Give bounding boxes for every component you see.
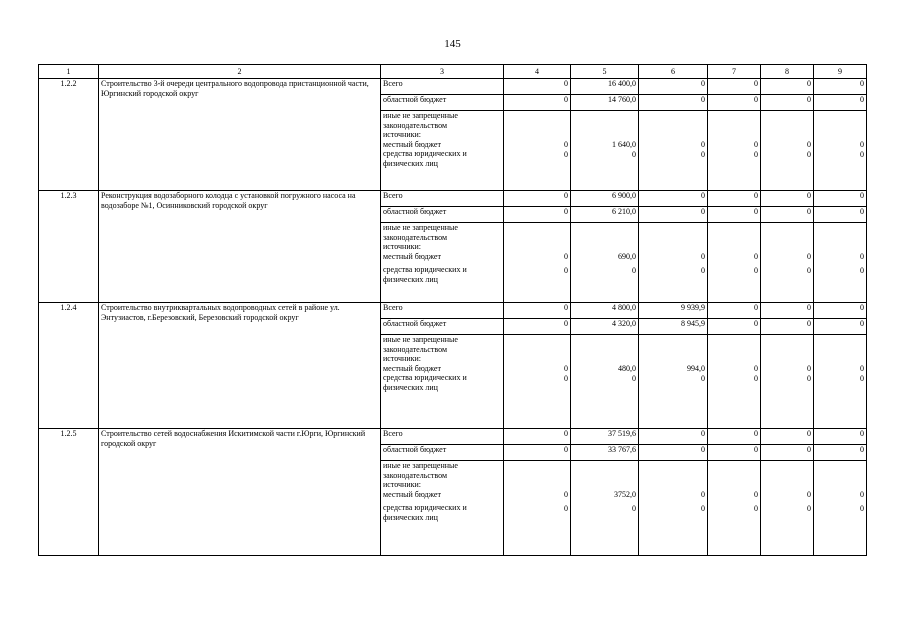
value-cell: [504, 223, 571, 303]
item-name: Реконструкция водозаборного колодца с установкой погружного насоса на водозаборе №1, Осинниковский городской округ: [99, 191, 381, 303]
legal-entities-value: 0: [701, 265, 705, 275]
value-cell: [639, 335, 708, 429]
legal-entities-value: 0: [860, 503, 864, 513]
legal-entities-value: 0: [860, 373, 864, 383]
value-cell: 37 519,6: [571, 429, 639, 445]
column-header: 1: [39, 65, 99, 79]
value-cell: 0: [761, 207, 814, 223]
local-budget-value: 0: [564, 364, 568, 373]
value-cell: 0: [761, 319, 814, 335]
value-cell: [504, 111, 571, 191]
value-cell: [761, 461, 814, 556]
item-name: Строительство внутриквартальных водопроводных сетей в районе ул. Энтузиастов, г.Березовский, Березовский городской округ: [99, 303, 381, 429]
value-cell: 0: [504, 429, 571, 445]
value-cell: 0: [761, 445, 814, 461]
item-name: Строительство сетей водоснабжения Искитимской части г.Юрги, Юргинский городской округ: [99, 429, 381, 556]
value-cell: 0: [504, 95, 571, 111]
text-line: источники:: [383, 354, 421, 364]
local-budget-value: 0: [754, 490, 758, 499]
local-budget-label: местный бюджет: [383, 363, 441, 373]
local-budget-value: 0: [807, 364, 811, 373]
item-name: Строительство 3-й очереди центрального водопровода пристанционной части, Юргинский городской округ: [99, 79, 381, 191]
value-cell: 0: [761, 191, 814, 207]
legal-entities-value: 0: [860, 149, 864, 159]
value-cell: [814, 461, 867, 556]
local-budget-value: 0: [860, 140, 864, 149]
value-cell: 16 400,0: [571, 79, 639, 95]
value-cell: [708, 111, 761, 191]
legal-entities-value: 0: [632, 265, 636, 275]
text-line: источники:: [383, 242, 421, 252]
value-cell: 0: [639, 95, 708, 111]
local-budget-value: 0: [754, 364, 758, 373]
value-cell: 0: [639, 191, 708, 207]
legal-entities-value: 0: [632, 373, 636, 383]
item-code: 1.2.3: [39, 191, 99, 303]
value-cell: [571, 461, 639, 556]
value-cell: 6 900,0: [571, 191, 639, 207]
value-cell: 0: [708, 303, 761, 319]
legal-entities-value: 0: [807, 373, 811, 383]
legal-entities-value: 0: [564, 373, 568, 383]
text-line: иные не запрещенные: [383, 335, 458, 344]
legal-entities-label: [383, 149, 501, 168]
value-cell: 0: [708, 191, 761, 207]
total-row: [39, 429, 867, 445]
value-cell: [504, 461, 571, 556]
local-budget-value: 480,0: [618, 364, 636, 373]
column-header: 2: [99, 65, 381, 79]
value-cell: 4 320,0: [571, 319, 639, 335]
value-cell: 0: [814, 319, 867, 335]
value-cell: [761, 111, 814, 191]
text-line: источники:: [383, 480, 421, 490]
value-cell: 0: [639, 207, 708, 223]
text-line: источники:: [383, 130, 421, 140]
local-budget-value: 0: [807, 140, 811, 149]
value-cell: 0: [814, 429, 867, 445]
text-line: иные не запрещенные: [383, 223, 458, 232]
local-budget-value: 0: [807, 252, 811, 261]
text-line: законодательством: [383, 470, 448, 480]
value-cell: 9 939,9: [639, 303, 708, 319]
value-cell: [814, 335, 867, 429]
text-line: средства юридических и: [383, 373, 467, 383]
text-line: законодательством: [383, 344, 448, 354]
item-code: 1.2.2: [39, 79, 99, 191]
text-line: иные не запрещенные: [383, 111, 458, 120]
item-code: 1.2.4: [39, 303, 99, 429]
text-line: физических лиц: [383, 274, 438, 284]
total-row: [39, 191, 867, 207]
legal-entities-label: [383, 373, 501, 392]
legal-entities-value: 0: [564, 265, 568, 275]
value-cell: [571, 223, 639, 303]
legal-entities-value: 0: [807, 503, 811, 513]
local-budget-value: 994,0: [687, 364, 705, 373]
source-label: Всего: [381, 429, 504, 445]
legal-entities-value: 0: [632, 149, 636, 159]
legal-entities-value: 0: [701, 149, 705, 159]
value-cell: 0: [639, 429, 708, 445]
value-cell: 0: [504, 445, 571, 461]
legal-entities-label: [383, 265, 501, 284]
text-line: средства юридических и: [383, 265, 467, 275]
legal-entities-value: 0: [564, 149, 568, 159]
text-line: физических лиц: [383, 158, 438, 168]
local-budget-value: 0: [701, 252, 705, 261]
value-cell: 0: [708, 445, 761, 461]
value-cell: 33 767,6: [571, 445, 639, 461]
column-header: 3: [381, 65, 504, 79]
value-cell: 0: [814, 191, 867, 207]
legal-entities-value: 0: [860, 265, 864, 275]
local-budget-value: 0: [564, 252, 568, 261]
local-budget-value: 0: [754, 140, 758, 149]
column-number-row: [39, 65, 867, 79]
local-budget-label: местный бюджет: [383, 489, 441, 499]
legal-entities-value: 0: [632, 503, 636, 513]
column-header: 6: [639, 65, 708, 79]
source-label: областной бюджет: [381, 95, 504, 111]
source-label: [381, 335, 504, 429]
value-cell: 0: [761, 95, 814, 111]
legal-entities-value: 0: [701, 373, 705, 383]
value-cell: [761, 223, 814, 303]
local-budget-value: 0: [564, 140, 568, 149]
value-cell: 0: [814, 303, 867, 319]
text-line: законодательством: [383, 232, 448, 242]
source-label: Всего: [381, 303, 504, 319]
text-line: средства юридических и: [383, 503, 467, 513]
value-cell: 0: [761, 79, 814, 95]
local-budget-value: 0: [860, 364, 864, 373]
value-cell: 0: [504, 79, 571, 95]
value-cell: 6 210,0: [571, 207, 639, 223]
value-cell: 4 800,0: [571, 303, 639, 319]
column-header: 7: [708, 65, 761, 79]
item-code: 1.2.5: [39, 429, 99, 556]
value-cell: [639, 461, 708, 556]
legal-entities-value: 0: [754, 265, 758, 275]
value-cell: [571, 111, 639, 191]
source-label: Всего: [381, 79, 504, 95]
local-budget-value: 0: [564, 490, 568, 499]
value-cell: [639, 111, 708, 191]
column-header: 4: [504, 65, 571, 79]
text-line: физических лиц: [383, 382, 438, 392]
source-label: областной бюджет: [381, 207, 504, 223]
value-cell: [571, 335, 639, 429]
source-label: областной бюджет: [381, 445, 504, 461]
value-cell: [708, 461, 761, 556]
value-cell: 0: [814, 79, 867, 95]
value-cell: 0: [708, 79, 761, 95]
value-cell: 0: [814, 445, 867, 461]
value-cell: 0: [814, 95, 867, 111]
legal-entities-value: 0: [807, 149, 811, 159]
source-label: [381, 461, 504, 556]
total-row: [39, 303, 867, 319]
legal-entities-value: 0: [754, 149, 758, 159]
source-label: Всего: [381, 191, 504, 207]
value-cell: 14 760,0: [571, 95, 639, 111]
value-cell: 0: [708, 95, 761, 111]
value-cell: 0: [761, 429, 814, 445]
local-budget-value: 1 640,0: [612, 140, 636, 149]
column-header: 5: [571, 65, 639, 79]
local-budget-value: 0: [701, 140, 705, 149]
local-budget-value: 690,0: [618, 252, 636, 261]
text-line: физических лиц: [383, 512, 438, 522]
value-cell: [708, 335, 761, 429]
funding-table: [38, 64, 867, 556]
value-cell: [504, 335, 571, 429]
legal-entities-value: 0: [754, 373, 758, 383]
value-cell: 0: [639, 445, 708, 461]
value-cell: [708, 223, 761, 303]
local-budget-value: 0: [860, 490, 864, 499]
value-cell: 0: [504, 191, 571, 207]
column-header: 9: [814, 65, 867, 79]
value-cell: 0: [504, 207, 571, 223]
total-row: [39, 79, 867, 95]
column-header: 8: [761, 65, 814, 79]
page-number: 145: [444, 38, 461, 50]
legal-entities-value: 0: [564, 503, 568, 513]
value-cell: [761, 335, 814, 429]
legal-entities-value: 0: [754, 503, 758, 513]
local-budget-value: 0: [807, 490, 811, 499]
value-cell: 0: [814, 207, 867, 223]
text-line: иные не запрещенные: [383, 461, 458, 470]
source-label: областной бюджет: [381, 319, 504, 335]
value-cell: 0: [504, 303, 571, 319]
value-cell: 0: [708, 319, 761, 335]
local-budget-value: 3752,0: [614, 490, 636, 499]
value-cell: 0: [504, 319, 571, 335]
legal-entities-label: [383, 503, 501, 522]
legal-entities-value: 0: [807, 265, 811, 275]
value-cell: 0: [708, 207, 761, 223]
source-label: [381, 111, 504, 191]
value-cell: [814, 223, 867, 303]
legal-entities-value: 0: [701, 503, 705, 513]
local-budget-value: 0: [754, 252, 758, 261]
value-cell: [814, 111, 867, 191]
local-budget-label: местный бюджет: [383, 139, 441, 149]
text-line: законодательством: [383, 120, 448, 130]
text-line: средства юридических и: [383, 149, 467, 159]
local-budget-label: местный бюджет: [383, 251, 441, 261]
value-cell: 0: [639, 79, 708, 95]
value-cell: [639, 223, 708, 303]
value-cell: 0: [708, 429, 761, 445]
value-cell: 0: [761, 303, 814, 319]
local-budget-value: 0: [701, 490, 705, 499]
local-budget-value: 0: [860, 252, 864, 261]
value-cell: 8 945,9: [639, 319, 708, 335]
source-label: [381, 223, 504, 303]
